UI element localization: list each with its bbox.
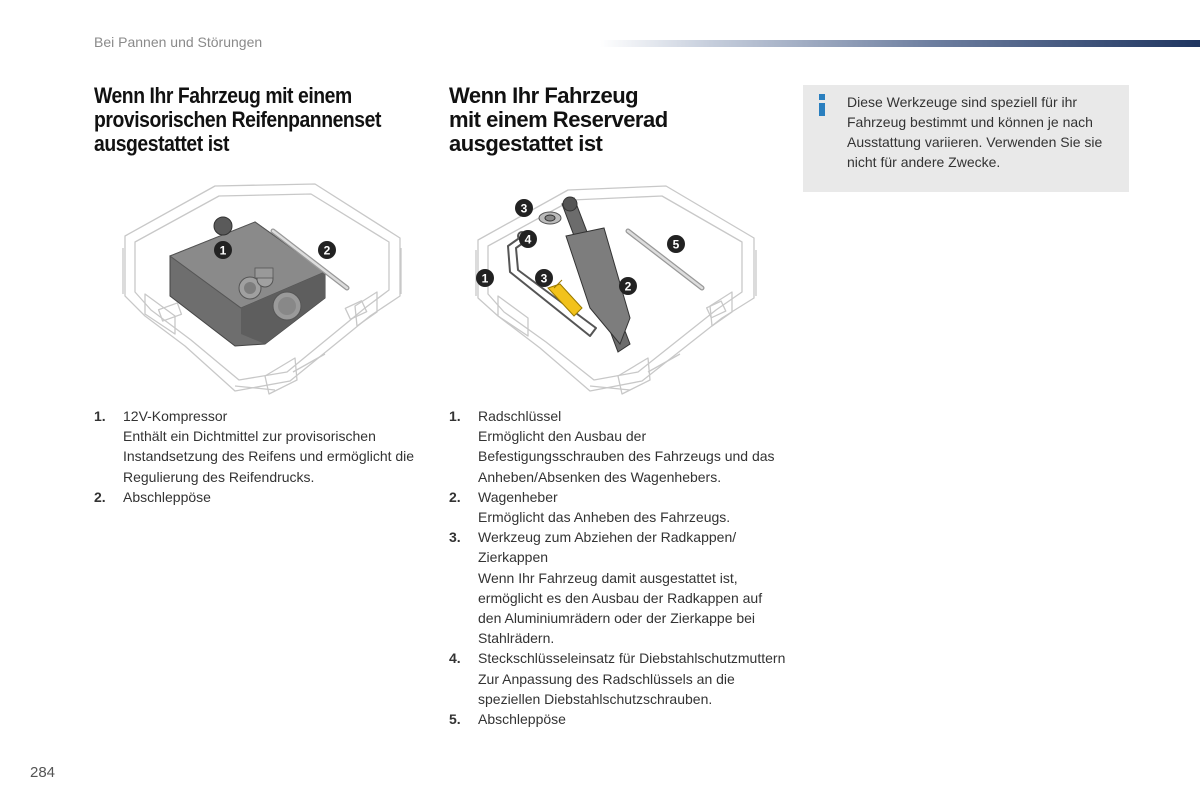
repair-kit-item-list xyxy=(94,406,434,507)
callout-2-icon xyxy=(619,277,637,295)
callout-1-icon xyxy=(214,241,232,259)
item-number: 1. xyxy=(94,408,106,424)
heading-spare-wheel xyxy=(449,84,668,156)
heading-line: mit einem Reserverad xyxy=(449,107,668,132)
svg-text:1: 1 xyxy=(481,271,489,286)
heading-line: Wenn Ihr Fahrzeug mit einem xyxy=(94,83,352,108)
list-item xyxy=(449,406,789,487)
list-item xyxy=(94,487,434,507)
svg-text:3: 3 xyxy=(540,271,548,286)
item-title: Radschlüssel xyxy=(478,408,562,424)
info-icon xyxy=(817,94,827,118)
item-number: 2. xyxy=(94,488,106,505)
info-text: Diese Werkzeuge sind speziell für ihr Fahrzeug bestimmt und können je nach Ausstattung variieren. Verwenden Sie sie nicht für andere Zwecke. xyxy=(847,94,1103,170)
svg-text:4: 4 xyxy=(524,232,532,247)
item-title: Steckschlüsseleinsatz für Diebstahlschutzmuttern xyxy=(478,650,786,667)
wheelcover-tool-icon xyxy=(548,280,582,316)
item-number: 1. xyxy=(449,408,461,424)
item-number: 4. xyxy=(449,650,461,667)
item-number: 3. xyxy=(449,529,461,546)
repair-kit-illustration xyxy=(115,176,405,398)
item-description: Zur Anpassung des Radschlüssels an die speziellen Diebstahlschutzschrauben. xyxy=(478,670,735,707)
list-item xyxy=(449,487,789,527)
spare-wheel-item-list xyxy=(449,406,789,729)
svg-text:3: 3 xyxy=(520,201,528,216)
info-box xyxy=(803,85,1129,192)
callout-1-icon xyxy=(476,269,494,287)
heading-line: ausgestattet ist xyxy=(449,131,603,156)
svg-text:5: 5 xyxy=(672,237,680,252)
callout-5-icon xyxy=(667,235,685,253)
heading-line: ausgestattet ist xyxy=(94,131,229,156)
item-title: 12V-Kompressor xyxy=(123,408,228,424)
callout-3-top-icon xyxy=(515,199,533,217)
svg-text:2: 2 xyxy=(624,279,632,294)
item-title: Wagenheber xyxy=(478,488,558,505)
callout-2-icon xyxy=(318,241,336,259)
item-title: Werkzeug zum Abziehen der Radkappen/ Zierkappen xyxy=(478,529,737,566)
item-number: 5. xyxy=(449,711,461,728)
svg-text:2: 2 xyxy=(323,243,331,258)
item-description: Ermöglicht das Anheben des Fahrzeugs. xyxy=(478,509,731,526)
item-number: 2. xyxy=(449,488,461,505)
list-item xyxy=(94,406,434,487)
list-item xyxy=(449,527,789,648)
callout-3-bottom-icon xyxy=(535,269,553,287)
item-title: Abschleppöse xyxy=(123,488,211,505)
section-label: Bei Pannen und Störungen xyxy=(94,34,263,50)
item-description: Enthält ein Dichtmittel zur provisorischen Instandsetzung des Reifens und ermöglicht die Regulierung des Reifendrucks. xyxy=(123,428,415,485)
callout-4-icon xyxy=(519,230,537,248)
item-description: Ermöglicht den Ausbau der Befestigungsschrauben des Fahrzeugs und das Anheben/Absenken des Wagenhebers. xyxy=(478,428,775,485)
item-title: Abschleppöse xyxy=(478,711,566,728)
list-item xyxy=(449,709,789,729)
heading-repair-kit xyxy=(94,84,381,156)
header-gradient-bar xyxy=(600,40,1200,47)
spare-wheel-tools-illustration xyxy=(470,176,760,398)
page-number: 284 xyxy=(30,764,56,781)
item-description: Wenn Ihr Fahrzeug damit ausgestattet ist, ermöglicht es den Ausbau der Radkappen auf den Aluminiumrädern oder der Zierkappe bei Stahlrädern. xyxy=(478,569,763,647)
heading-line: Wenn Ihr Fahrzeug xyxy=(449,83,639,108)
list-item xyxy=(449,648,789,709)
svg-text:1: 1 xyxy=(219,243,227,258)
heading-line: provisorischen Reifenpannenset xyxy=(94,107,381,132)
